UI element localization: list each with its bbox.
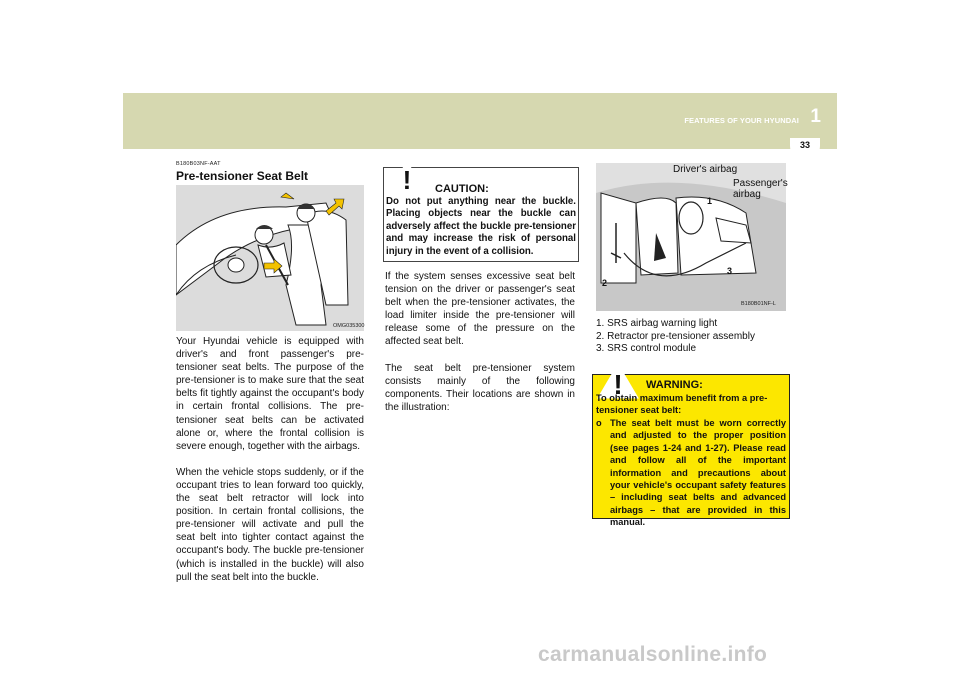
car-interior-icon [176,185,364,331]
section-code: B180B03NF-AAT [176,161,221,167]
svg-text:!: ! [402,165,412,194]
callout-number-2: 2 [602,278,608,288]
callout-passenger-airbag-line2: airbag [733,189,761,200]
paragraph: When the vehicle stops suddenly, or if the occupant tries to lean forward too quickly, the seat belt retractor will lock into position. In certain frontal collisions, the pre-tensioner will activate and pull the seat belt into tighter contact against the occupant's body. The buckle pre-tensioner (which is installed in the buckle) will also pull the seat belt into the buckle. [176,466,364,583]
svg-text:!: ! [613,369,623,399]
pretensioner-illustration [176,185,364,331]
section-title: FEATURES OF YOUR HYUNDAI [684,116,799,125]
watermark: carmanualsonline.info [538,643,768,666]
image-caption-right: B180B01NF-L [741,301,776,307]
paragraph: Your Hyundai vehicle is equipped with driver's and front passenger's pre-tensioner seat belts. The purpose of the pre-tensioner is to make sure that the seat belts fit tightly against the occupant's body in certain frontal collisions. The pre-tensioner seat belts can be activated alone or, where the frontal collision is severe enough, together with the airbags. [176,336,364,452]
list-item: 1. SRS airbag warning light [596,318,718,329]
warning-item-text: The seat belt must be worn correctly and adjusted to the proper position (see pages 1-24 and 1-27). Please read and follow all of the important information and precautions about your vehicle's occupant safety features – including seat belts and advanced airbags – that are provided in this manual. [610,418,786,528]
warning-box [592,369,790,528]
paragraph: If the system senses excessive seat belt tension on the driver or passenger's seat belt when the pre-tensioner activates, the load limiter inside the pre-tensioner will release some of the pressure on the affected seat belt. [385,271,575,348]
warning-intro: To obtain maximum benefit from a pre-tensioner seat belt: [596,393,768,416]
list-item: 2. Retractor pre-tensioner assembly [596,330,755,342]
left-body [176,335,364,597]
callout-passenger-airbag: Passenger's [733,178,788,189]
caution-text: Do not put anything near the buckle. Placing objects near the buckle can adversely affect the buckle pre-tensioner and may increase the risk of personal injury in the event of a collision. [386,196,576,257]
middle-body [385,270,575,427]
page-title: Pre-tensioner Seat Belt [176,169,309,183]
callout-number-3: 3 [727,266,733,276]
warning-title: WARNING: [646,379,703,391]
callout-number-1: 1 [707,196,713,206]
warning-triangle-icon [388,160,426,194]
list-item: 3. SRS control module [596,343,697,354]
page-number: 33 [790,138,820,158]
header-band [123,93,837,149]
caution-title: CAUTION: [435,183,489,195]
bullet: o [596,418,602,428]
image-caption-left: OMG035300 [333,323,365,329]
chapter-number: 1 [810,106,821,127]
callout-driver-airbag: Driver's airbag [673,164,738,175]
component-list [596,318,755,356]
paragraph: The seat belt pre-tensioner system consists mainly of the following components. Their locations are shown in the illustration: [385,362,575,413]
caution-box [383,167,579,262]
